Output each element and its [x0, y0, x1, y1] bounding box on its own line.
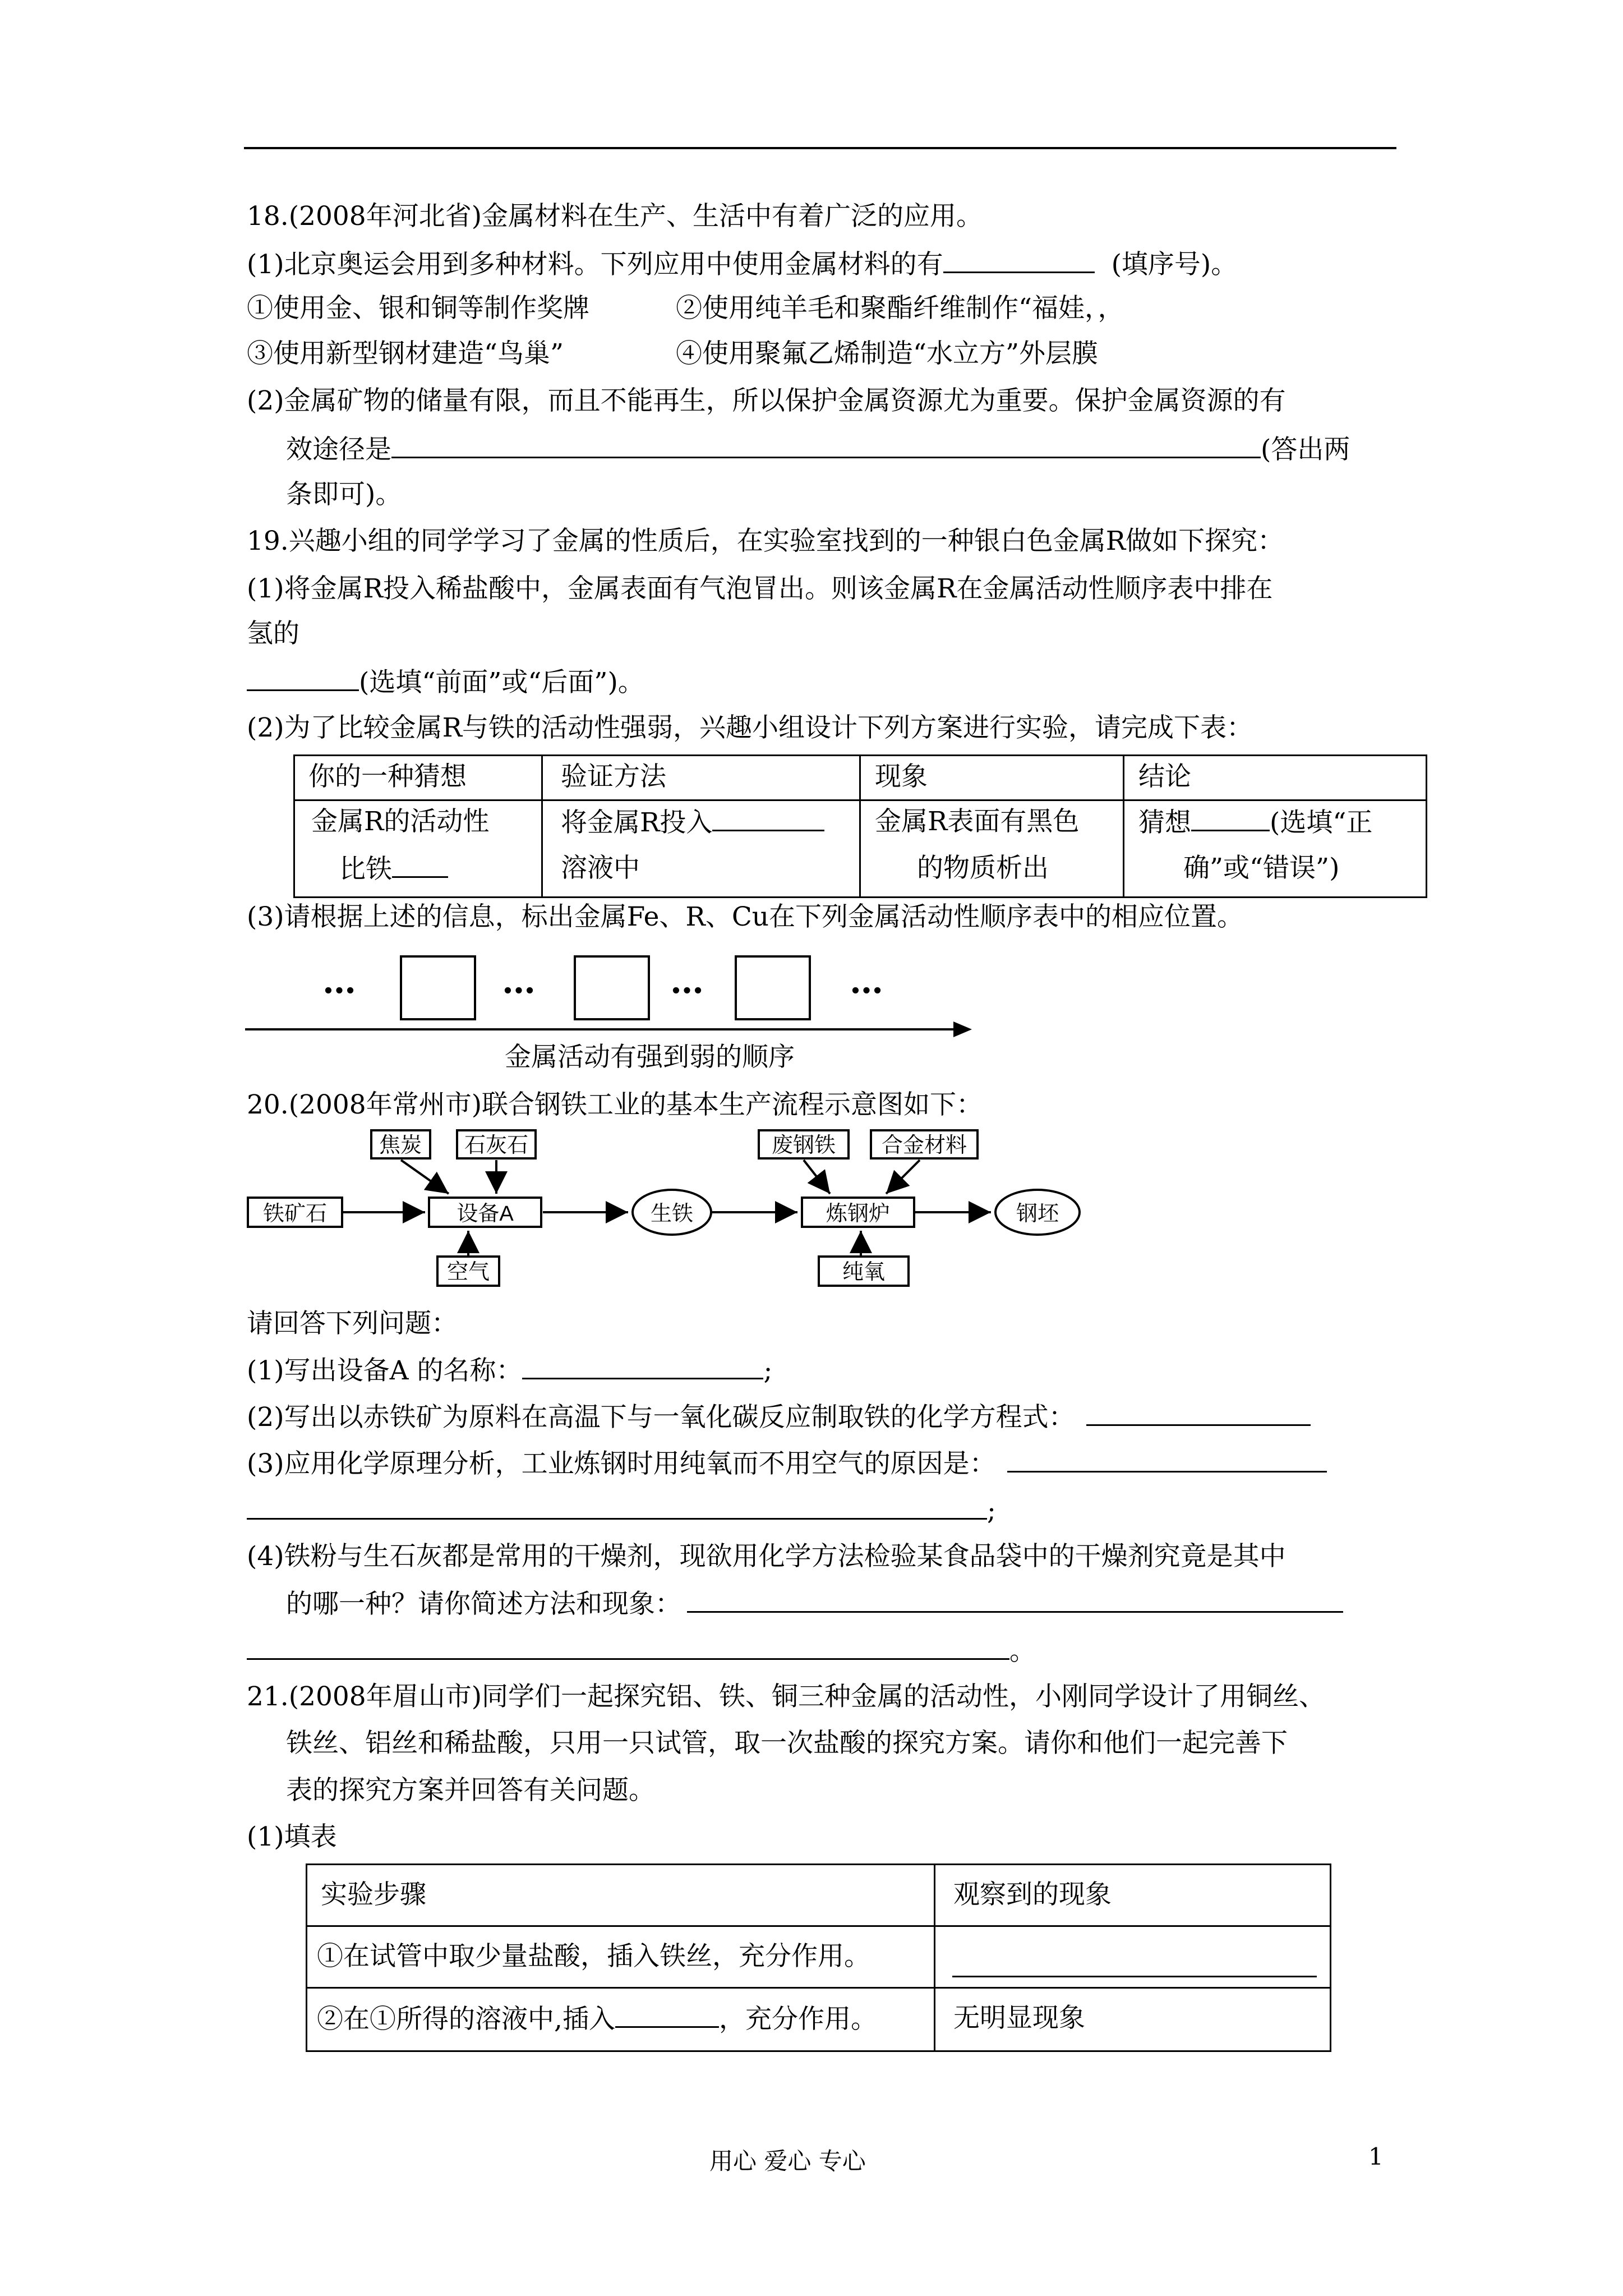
table-cell: 溶液中	[561, 853, 640, 884]
q20-q4: (4)铁粉与生石灰都是常用的干燥剂，现欲用化学方法检验某食品袋中的干燥剂究竟是其中	[247, 1541, 1286, 1572]
answer-blank[interactable]	[247, 665, 359, 691]
q20-q1: (1)写出设备A 的名称： ;	[247, 1353, 772, 1388]
answer-blank[interactable]	[687, 1586, 1343, 1613]
flow-node-device-a: 设备A	[457, 1202, 514, 1226]
table-cell: 的物质析出	[917, 853, 1049, 884]
q18-title: 18.(2008年河北省)金属材料在生产、生活中有着广泛的应用。	[247, 201, 983, 232]
q18-option-3: ③使用新型钢材建造“鸟巢”	[247, 338, 564, 369]
ellipsis: …	[670, 962, 707, 1001]
table-cell: ①在试管中取少量盐酸，插入铁丝，充分作用。	[317, 1941, 870, 1972]
answer-box[interactable]	[574, 955, 650, 1020]
answer-box[interactable]	[400, 955, 476, 1020]
q18-option-2: ②使用纯羊毛和聚酯纤维制作“福娃，，	[676, 293, 1124, 324]
answer-blank[interactable]	[392, 852, 448, 878]
page-number: 1	[1368, 2143, 1384, 2170]
table-divider	[306, 1987, 1330, 1989]
flow-node-coke: 焦炭	[379, 1134, 422, 1157]
q18-part2-line2: 效途径是 (答出两	[286, 432, 1350, 467]
q20-intro: 请回答下列问题：	[247, 1308, 458, 1339]
table-header: 现象	[875, 761, 928, 792]
q20-q3: (3)应用化学原理分析，工业炼钢时用纯氧而不用空气的原因是：	[247, 1446, 1327, 1481]
q20-title: 20.(2008年常州市)联合钢铁工业的基本生产流程示意图如下：	[247, 1089, 983, 1120]
table-cell: ②在①所得的溶液中,插入 ，充分作用。	[317, 2001, 877, 2036]
table-header: 结论	[1138, 761, 1191, 792]
ellipsis: …	[502, 962, 539, 1001]
flow-node-alloy: 合金材料	[881, 1134, 967, 1157]
flow-node-ore: 铁矿石	[262, 1202, 328, 1226]
flow-node-scrap: 废钢铁	[771, 1134, 836, 1157]
answer-blank[interactable]	[1007, 1446, 1327, 1473]
table-header: 实验步骤	[321, 1879, 426, 1910]
ellipsis: …	[322, 962, 359, 1001]
q20-q3-line2: ;	[247, 1493, 996, 1528]
flow-node-billet: 钢坯	[1016, 1202, 1059, 1226]
table-header: 观察到的现象	[953, 1879, 1112, 1910]
answer-blank[interactable]	[1086, 1400, 1311, 1426]
answer-blank[interactable]	[952, 1951, 1317, 1977]
answer-blank[interactable]	[391, 432, 1261, 458]
q19-part1-line3: (选填“前面”或“后面”)。	[247, 665, 644, 700]
q19-title: 19.兴趣小组的同学学习了金属的性质后，在实验室找到的一种银白色金属R做如下探究：	[247, 526, 1284, 556]
table-cell: 猜想 (选填“正	[1138, 805, 1372, 840]
answer-blank[interactable]	[522, 1353, 763, 1379]
q18-part1: (1)北京奥运会用到多种材料。下列应用中使用金属材料的有 (填序号)。	[247, 247, 1237, 282]
arrow-label: 金属活动有强到弱的顺序	[505, 1042, 795, 1073]
q20-q2: (2)写出以赤铁矿为原料在高温下与一氧化碳反应制取铁的化学方程式：	[247, 1400, 1311, 1434]
table-divider	[1123, 754, 1124, 896]
q18-option-4: ④使用聚氟乙烯制造“水立方”外层膜	[676, 338, 1099, 369]
q19-part1: (1)将金属R投入稀盐酸中，金属表面有气泡冒出。则该金属R在金属活动性顺序表中排在	[247, 573, 1273, 604]
answer-blank[interactable]	[943, 247, 1095, 273]
table-divider	[934, 1864, 935, 2050]
q21-title-line2: 铁丝、铝丝和稀盐酸，只用一只试管，取一次盐酸的探究方案。请你和他们一起完善下	[286, 1728, 1288, 1759]
q18-option-1: ①使用金、银和铜等制作奖牌	[247, 293, 589, 324]
q21-title-line3: 表的探究方案并回答有关问题。	[286, 1775, 655, 1806]
table-divider	[306, 1925, 1330, 1927]
answer-box[interactable]	[735, 955, 811, 1020]
flow-diagram	[247, 1128, 1122, 1290]
flow-node-furnace: 炼钢炉	[826, 1202, 891, 1226]
answer-blank[interactable]	[615, 2001, 719, 2028]
q18-part2: (2)金属矿物的储量有限，而且不能再生，所以保护金属资源尤为重要。保护金属资源的有	[247, 385, 1286, 416]
order-arrow	[244, 1018, 973, 1041]
header-rule	[244, 147, 1396, 149]
table-cell: 比铁	[339, 852, 448, 886]
table-cell: 无明显现象	[953, 2003, 1085, 2033]
answer-blank[interactable]	[247, 1634, 1009, 1660]
q18-part2-line3: 条即可)。	[286, 479, 402, 510]
table-cell: 确”或“错误”)	[1183, 853, 1340, 884]
flow-node-pig-iron: 生铁	[650, 1202, 694, 1226]
table-header: 你的一种猜想	[308, 761, 467, 792]
table-cell: 将金属R投入	[561, 805, 824, 840]
q21-part1: (1)填表	[247, 1821, 337, 1852]
q19-part3: (3)请根据上述的信息，标出金属Fe、R、Cu在下列金属活动性顺序表中的相应位置。	[247, 901, 1244, 932]
answer-blank[interactable]	[247, 1493, 987, 1520]
flow-node-oxygen: 纯氧	[842, 1260, 886, 1284]
answer-blank[interactable]	[712, 805, 824, 831]
footer-motto: 用心 爱心 专心	[709, 2147, 866, 2175]
q20-q4-line2: 的哪一种？请你简述方法和现象：	[286, 1586, 1343, 1621]
table-cell: 金属R的活动性	[311, 806, 490, 837]
q19-part1-line2: 氢的	[247, 618, 299, 649]
table-header: 验证方法	[561, 761, 666, 792]
table-divider	[541, 754, 543, 896]
ellipsis: …	[850, 962, 887, 1001]
q19-part2: (2)为了比较金属R与铁的活动性强弱，兴趣小组设计下列方案进行实验，请完成下表：	[247, 712, 1253, 743]
table-divider	[859, 754, 861, 896]
answer-blank[interactable]	[1191, 805, 1270, 831]
q20-q4-line3: 。	[247, 1634, 1036, 1668]
table-cell: 金属R表面有黑色	[875, 806, 1080, 837]
q21-title: 21.(2008年眉山市)同学们一起探究铝、铁、铜三种金属的活动性，小刚同学设计了用铜丝、	[247, 1681, 1326, 1712]
flow-node-air: 空气	[446, 1260, 490, 1284]
flow-node-limestone: 石灰石	[464, 1134, 529, 1157]
